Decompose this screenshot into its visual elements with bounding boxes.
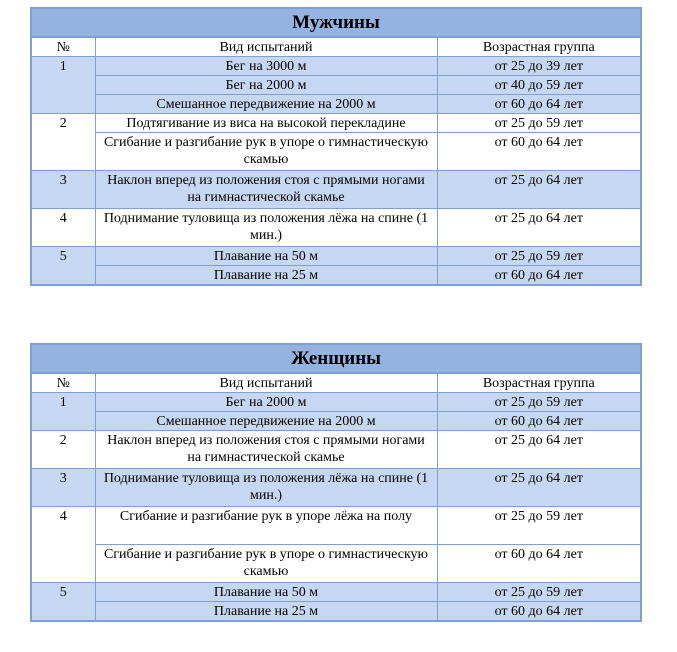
- table-row: [31, 57, 641, 76]
- test-name: Бег на 2000 м: [95, 393, 437, 412]
- table-row: [31, 266, 641, 286]
- test-name: Бег на 2000 м: [95, 76, 437, 95]
- men-header-row: [31, 37, 641, 57]
- test-name: Плавание на 50 м: [95, 583, 437, 602]
- test-name: Плавание на 25 м: [95, 266, 437, 286]
- table-row: [31, 393, 641, 412]
- table-row: [31, 469, 641, 507]
- header-age: Возрастная группа: [437, 37, 641, 57]
- row-number: 4: [31, 507, 95, 583]
- women-table: [30, 343, 642, 622]
- age-group: от 25 до 59 лет: [437, 583, 641, 602]
- table-row: [31, 602, 641, 622]
- header-test: Вид испытаний: [95, 373, 437, 393]
- test-name: Наклон вперед из положения стоя с прямыми ногами на гимнастической скамье: [95, 431, 437, 469]
- table-row: [31, 431, 641, 469]
- row-number: 3: [31, 171, 95, 209]
- age-group: от 25 до 64 лет: [437, 431, 641, 469]
- header-num: №: [31, 373, 95, 393]
- men-table: [30, 7, 642, 286]
- table-row: [31, 583, 641, 602]
- age-group: от 60 до 64 лет: [437, 266, 641, 286]
- test-name: Смешанное передвижение на 2000 м: [95, 412, 437, 431]
- header-age: Возрастная группа: [437, 373, 641, 393]
- age-group: от 60 до 64 лет: [437, 133, 641, 171]
- test-name: Сгибание и разгибание рук в упоре о гимнастическую скамью: [95, 545, 437, 583]
- table-row: [31, 95, 641, 114]
- test-name: Сгибание и разгибание рук в упоре о гимнастическую скамью: [95, 133, 437, 171]
- table-row: [31, 114, 641, 133]
- age-group: от 25 до 59 лет: [437, 507, 641, 545]
- table-row: [31, 171, 641, 209]
- row-number: 2: [31, 114, 95, 171]
- men-table-title: Мужчины: [31, 8, 641, 37]
- row-number: 1: [31, 57, 95, 114]
- age-group: от 40 до 59 лет: [437, 76, 641, 95]
- row-number: 4: [31, 209, 95, 247]
- age-group: от 25 до 64 лет: [437, 209, 641, 247]
- age-group: от 25 до 59 лет: [437, 114, 641, 133]
- row-number: 1: [31, 393, 95, 431]
- test-name: Подтягивание из виса на высокой перекладине: [95, 114, 437, 133]
- table-row: [31, 133, 641, 171]
- table-row: [31, 545, 641, 583]
- test-name: Смешанное передвижение на 2000 м: [95, 95, 437, 114]
- age-group: от 25 до 64 лет: [437, 469, 641, 507]
- header-num: №: [31, 37, 95, 57]
- table-row: [31, 247, 641, 266]
- age-group: от 60 до 64 лет: [437, 602, 641, 622]
- age-group: от 60 до 64 лет: [437, 545, 641, 583]
- test-name: Поднимание туловища из положения лёжа на спине (1 мин.): [95, 469, 437, 507]
- age-group: от 25 до 59 лет: [437, 247, 641, 266]
- age-group: от 60 до 64 лет: [437, 95, 641, 114]
- women-table-title: Женщины: [31, 344, 641, 373]
- test-name: Наклон вперед из положения стоя с прямыми ногами на гимнастической скамье: [95, 171, 437, 209]
- table-row: [31, 412, 641, 431]
- table-row: [31, 76, 641, 95]
- row-number: 2: [31, 431, 95, 469]
- women-header-row: [31, 373, 641, 393]
- table-row: [31, 507, 641, 545]
- age-group: от 25 до 64 лет: [437, 171, 641, 209]
- row-number: 5: [31, 583, 95, 622]
- row-number: 3: [31, 469, 95, 507]
- age-group: от 60 до 64 лет: [437, 412, 641, 431]
- table-row: [31, 209, 641, 247]
- row-number: 5: [31, 247, 95, 286]
- test-name: Плавание на 25 м: [95, 602, 437, 622]
- test-name: Сгибание и разгибание рук в упоре лёжа на полу: [95, 507, 437, 545]
- test-name: Поднимание туловища из положения лёжа на спине (1 мин.): [95, 209, 437, 247]
- header-test: Вид испытаний: [95, 37, 437, 57]
- test-name: Плавание на 50 м: [95, 247, 437, 266]
- age-group: от 25 до 59 лет: [437, 393, 641, 412]
- age-group: от 25 до 39 лет: [437, 57, 641, 76]
- test-name: Бег на 3000 м: [95, 57, 437, 76]
